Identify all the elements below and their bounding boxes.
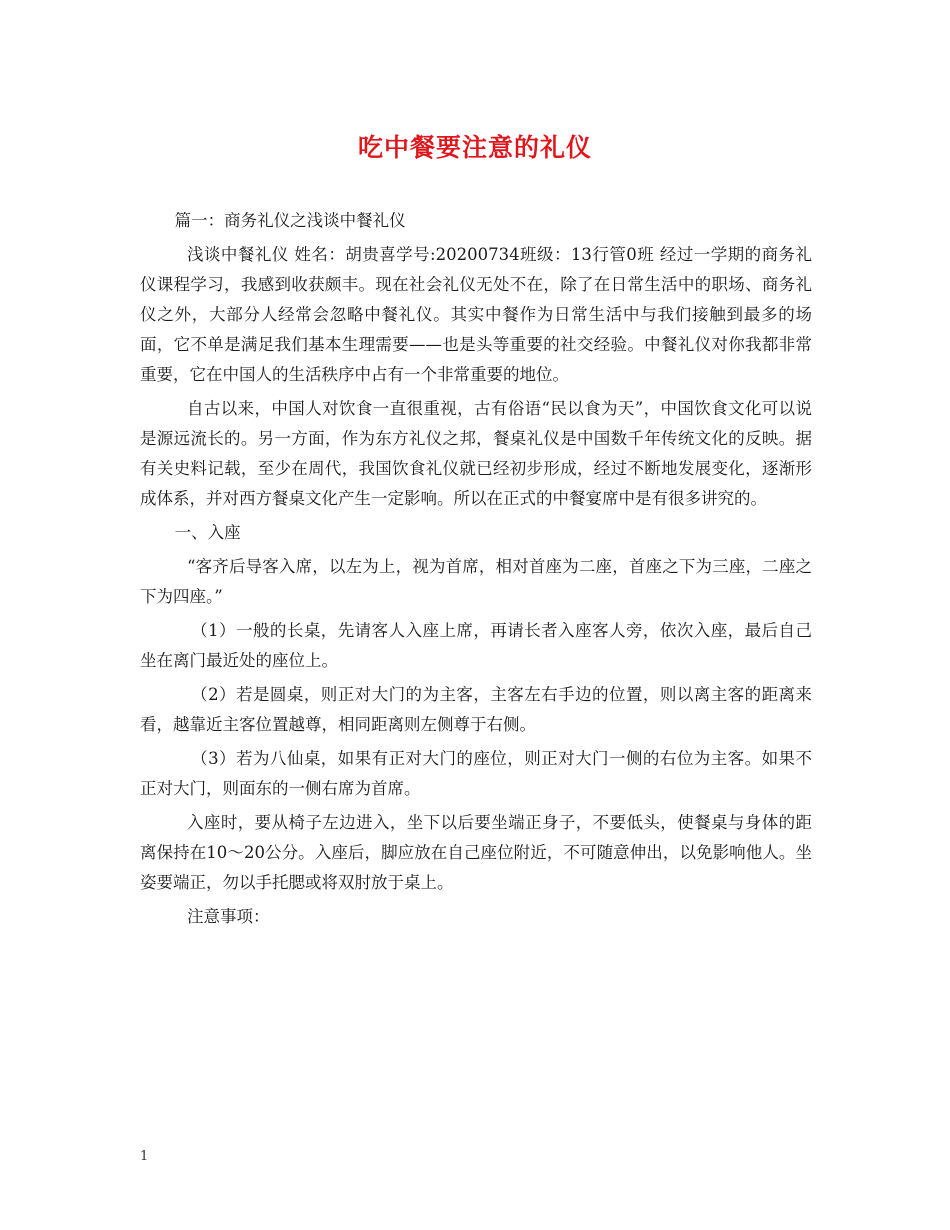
section-heading: 篇一：商务礼仪之浅谈中餐礼仪 [174, 211, 406, 230]
paragraph-notes-heading: 注意事项： [187, 907, 270, 926]
list-item-round-table: （2）若是圆桌，则正对大门的为主客，主客左右手边的位置，则以离主客的距离来看，越靠近主客位置越尊，相同距离则左侧尊于右侧。 [140, 685, 812, 734]
list-item-square-table: （3）若为八仙桌，如果有正对大门的座位，则正对大门一侧的右位为主客。如果不正对大门，则面东的一侧右席为首席。 [140, 749, 812, 798]
page-title: 吃中餐要注意的礼仪 [357, 133, 592, 162]
paragraph-intro: 浅谈中餐礼仪 姓名：胡贵喜学号:20200734班级：13行管0班 经过一学期的商务礼仪课程学习，我感到收获颇丰。现在社会礼仪无处不在，除了在日常生活中的职场、商务礼仪之外，大部分人经常会忽略中餐礼仪。其实中餐作为日常生活中与我们接触到最多的场面，它不单是满足我们基本生理需要——也是头等重要的社交经验。中餐礼仪对你我都非常重要，它在中国人的生活秩序中占有一个非常重要的地位。 [140, 245, 812, 384]
page-number: 1 [140, 1149, 149, 1164]
document-body [140, 206, 812, 936]
subsection-heading-seating: 一、入座 [174, 523, 241, 542]
paragraph-sitting-posture: 入座时，要从椅子左边进入，坐下以后要坐端正身子，不要低头，使餐桌与身体的距离保持在10～20公分。入座后，脚应放在自己座位附近，不可随意伸出，以免影响他人。坐姿要端正，勿以手托腮或将双肘放于桌上。 [140, 813, 812, 892]
list-item-long-table: （1）一般的长桌，先请客人入座上席，再请长者入座客人旁，依次入座，最后自己坐在离门最近处的座位上。 [140, 621, 812, 670]
paragraph-quote: “客齐后导客入席，以左为上，视为首席，相对首座为二座，首座之下为三座，二座之下为四座。” [140, 557, 812, 606]
paragraph-history: 自古以来，中国人对饮食一直很重视，古有俗语“民以食为天”，中国饮食文化可以说是源远流长的。另一方面，作为东方礼仪之邦，餐桌礼仪是中国数千年传统文化的反映。据有关史料记载，至少在周代，我国饮食礼仪就已经初步形成，经过不断地发展变化，逐渐形成体系，并对西方餐桌文化产生一定影响。所以在正式的中餐宴席中是有很多讲究的。 [140, 399, 812, 508]
